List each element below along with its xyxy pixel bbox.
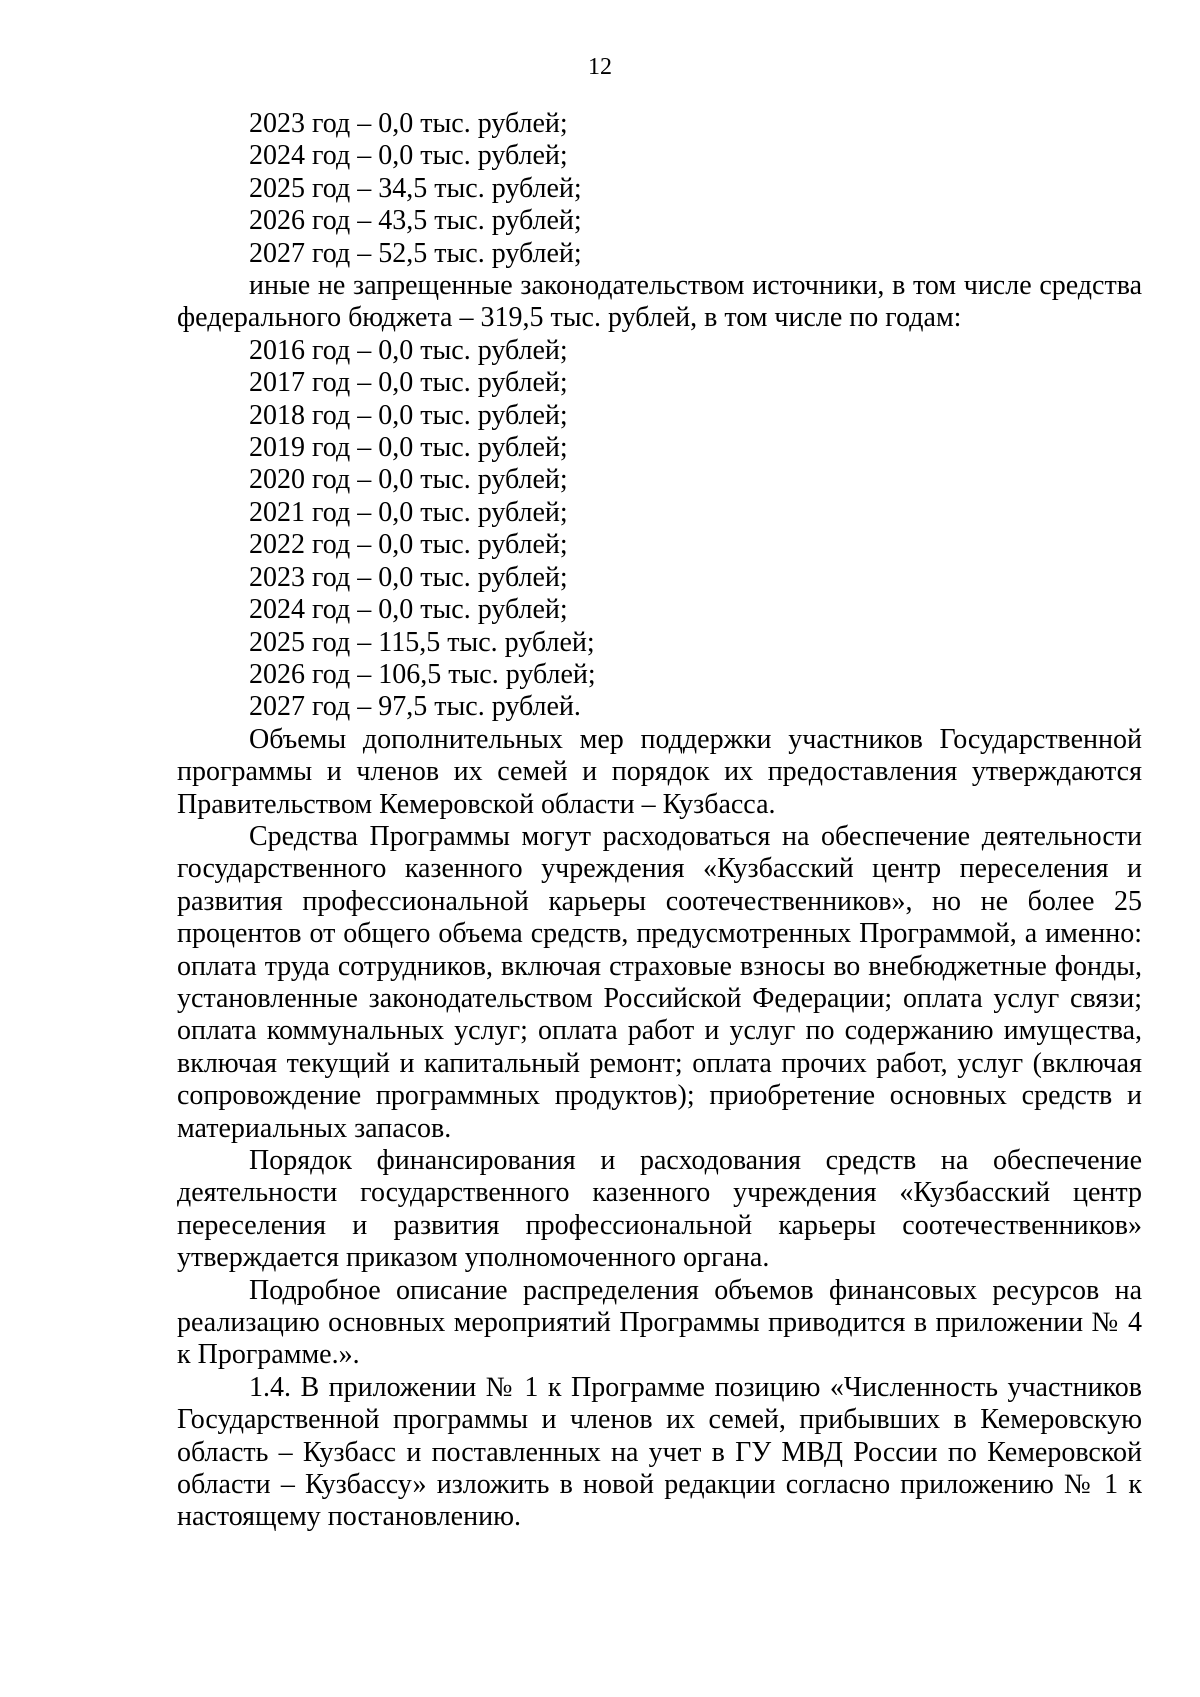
funding-line: 2027 год – 52,5 тыс. рублей; — [249, 237, 582, 269]
page-number: 12 — [588, 54, 612, 80]
funding-line: 2023 год – 0,0 тыс. рублей; — [249, 108, 568, 139]
program-funds-paragraph: Средства Программы могут расходоваться на обеспечение деятельности государственного казенного учреждения «Кузбасский центр переселения и развития профессиональной карьеры соотечественников», но не более 25 процентов от общего объема средств, предусмотренных Программой, а именно: оплата труда сотрудников, включая страховые взносы во внебюджетные фонды, установленные законодательством Российской Федерации; оплата услуг связи; оплата коммунальных услуг; оплата работ и услуг по содержанию имущества, включая текущий и капитальный ремонт; оплата прочих работ, услуг (включая сопровождение программных продуктов); приобретение основных средств и материальных запасов. — [177, 820, 1142, 1144]
funding-line: 2022 год – 0,0 тыс. рублей; — [249, 529, 568, 561]
funding-line: 2024 год – 0,0 тыс. рублей; — [249, 594, 568, 626]
funding-line: 2024 год – 0,0 тыс. рублей; — [249, 140, 568, 172]
funding-line: 2020 год – 0,0 тыс. рублей; — [249, 464, 568, 496]
funding-line: 2023 год – 0,0 тыс. рублей; — [249, 561, 568, 593]
amendment-paragraph: 1.4. В приложении № 1 к Программе позицию «Численность участников Государственной программы и членов их семей, прибывших в Кемеровскую область – Кузбасс и поставленных на учет в ГУ МВД России по Кемеровской области – Кузбассу» изложить в новой редакции согласно приложению № 1 к настоящему постановлению. — [177, 1371, 1142, 1533]
funding-line: 2026 год – 43,5 тыс. рублей; — [249, 205, 582, 237]
support-measures-paragraph: Объемы дополнительных мер поддержки участников Государственной программы и членов их семей и порядок их предоставления утверждаются Правительством Кемеровской области – Кузбасса. — [177, 723, 1142, 820]
funding-line: 2017 год – 0,0 тыс. рублей; — [249, 367, 568, 399]
document-body — [177, 108, 1142, 1534]
detailed-description-paragraph: Подробное описание распределения объемов финансовых ресурсов на реализацию основных мероприятий Программы приводится в приложении № 4 к Программе.». — [177, 1274, 1142, 1371]
funding-line: 2019 год – 0,0 тыс. рублей; — [249, 432, 568, 464]
financing-procedure-paragraph: Порядок финансирования и расходования средств на обеспечение деятельности государственного казенного учреждения «Кузбасский центр переселения и развития профессиональной карьеры соотечественников» утверждается приказом уполномоченного органа. — [177, 1145, 1142, 1274]
funding-line: 2025 год – 34,5 тыс. рублей; — [249, 172, 582, 204]
funding-line: 2025 год – 115,5 тыс. рублей; — [249, 626, 595, 658]
funding-line: 2027 год – 97,5 тыс. рублей. — [249, 691, 581, 723]
funding-line: 2016 год – 0,0 тыс. рублей; — [249, 334, 568, 366]
other-sources-paragraph: иные не запрещенные законодательством источники, в том числе средства федерального бюджета – 319,5 тыс. рублей, в том числе по годам: — [177, 270, 1142, 334]
funding-line: 2026 год – 106,5 тыс. рублей; — [249, 658, 596, 690]
funding-line: 2021 год – 0,0 тыс. рублей; — [249, 496, 568, 528]
funding-line: 2018 год – 0,0 тыс. рублей; — [249, 399, 568, 431]
